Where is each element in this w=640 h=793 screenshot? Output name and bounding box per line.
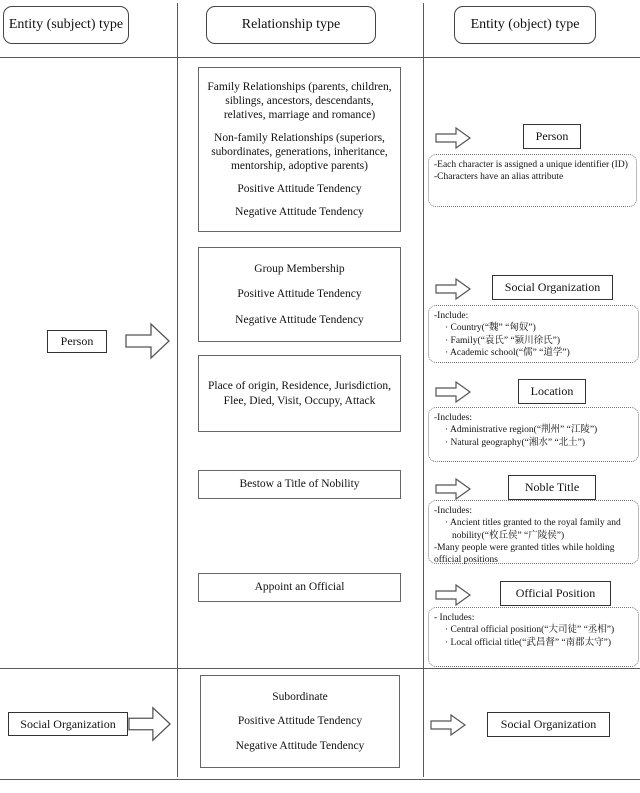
note-official-position — [428, 607, 639, 667]
object-person-label: Person — [535, 129, 569, 143]
subject-person-label: Person — [60, 334, 94, 348]
note-line: -Includes: — [434, 413, 472, 423]
note-line: · Local official title(“武昌督” “南郡太守”) — [445, 637, 612, 648]
relationship-item: Positive Attitude Tendency — [237, 288, 362, 301]
object-social-organization-label: Social Organization — [504, 280, 601, 294]
object-box-location — [518, 379, 586, 404]
header-object-type-label: Entity (object) type — [470, 17, 580, 32]
note-line: -Include: — [434, 311, 469, 321]
object-location-label: Location — [530, 384, 574, 398]
relationship-item: Appoint an Official — [254, 581, 345, 594]
note-line: · Administrative region(“荆州” “江陵”) — [445, 425, 598, 436]
header-object-type — [454, 6, 596, 44]
relationship-box-group-membership — [198, 247, 401, 342]
arrow-right-icon — [435, 127, 472, 149]
note-line: -Many people were granted titles while holding official positions — [434, 543, 615, 566]
relationship-item: Non-family Relationships (superiors, subordinates, generations, inheritance, mentorship, adoptive parents) — [211, 131, 388, 173]
note-line: · Family(“袁氏” “颍川徐氏”) — [445, 335, 561, 346]
arrow-right-icon — [435, 278, 472, 300]
relationship-item: Subordinate — [272, 690, 328, 703]
relationship-box-place-events — [198, 355, 401, 432]
arrow-right-icon — [125, 322, 171, 360]
relationship-item: Negative Attitude Tendency — [235, 313, 364, 326]
note-line: -Characters have an alias attribute — [434, 172, 564, 183]
relationship-box-family — [198, 67, 401, 232]
header-subject-type — [3, 6, 129, 44]
column-divider-right — [423, 3, 424, 777]
relationship-item: Negative Attitude Tendency — [235, 205, 364, 218]
note-line: · Academic school(“儒” “道学”) — [445, 348, 570, 359]
header-relationship-type — [206, 6, 376, 44]
header-relationship-type-label: Relationship type — [241, 17, 341, 32]
relationship-item: Bestow a Title of Nobility — [239, 478, 360, 491]
relationship-item: Negative Attitude Tendency — [235, 740, 365, 753]
note-line: · Central official position(“大司徒” “丞相”) — [445, 625, 615, 636]
note-line: · Country(“魏” “匈奴”) — [445, 323, 536, 334]
note-line: · Ancient titles granted to the royal family and nobility(“枚丘侯” “广陵侯”) — [445, 518, 621, 541]
note-location — [428, 407, 639, 462]
relationship-box-appoint-official — [198, 573, 401, 602]
note-noble-title — [428, 500, 639, 564]
section-separator-line — [0, 668, 640, 669]
relationship-item: Positive Attitude Tendency — [237, 183, 362, 195]
subject-box-person — [47, 330, 107, 353]
relationship-box-bestow-title — [198, 470, 401, 499]
header-separator-line — [0, 57, 640, 58]
relationship-item: Place of origin, Residence, Jurisdiction, Flee, Died, Visit, Occupy, Attack — [207, 380, 391, 407]
note-line: -Includes: — [434, 506, 472, 516]
object-box-person — [523, 124, 581, 149]
arrow-right-icon — [435, 584, 472, 606]
note-line: -Each character is assigned a unique identifier (ID) — [434, 160, 628, 170]
arrow-right-icon — [435, 478, 472, 500]
arrow-right-icon — [128, 705, 172, 743]
relationship-item: Family Relationships (parents, children, siblings, ancestors, descendants, relatives, marriage and romance) — [207, 80, 392, 121]
note-social-organization — [428, 305, 639, 363]
column-divider-left — [177, 3, 178, 777]
header-subject-type-label: Entity (subject) type — [8, 17, 124, 32]
arrow-right-icon — [430, 714, 467, 736]
note-line: - Includes: — [434, 613, 475, 623]
relationship-box-subordinate — [200, 675, 400, 768]
relationship-item: Group Membership — [254, 263, 345, 276]
note-person-attributes — [428, 154, 637, 207]
object-box-official-position — [500, 581, 611, 606]
arrow-right-icon — [435, 381, 472, 403]
object-social-organization-bottom-label: Social Organization — [500, 717, 597, 731]
object-official-position-label: Official Position — [515, 586, 596, 600]
object-box-noble-title — [508, 475, 596, 500]
bottom-border-line — [0, 779, 640, 780]
subject-social-organization-label: Social Organization — [20, 716, 116, 731]
object-noble-title-label: Noble Title — [524, 480, 580, 494]
subject-box-social-organization — [8, 712, 128, 736]
object-box-social-organization — [492, 275, 613, 300]
note-line: · Natural geography(“湘水” “北土”) — [445, 437, 586, 448]
relationship-item: Positive Attitude Tendency — [237, 715, 363, 728]
object-box-social-organization-bottom — [487, 712, 610, 737]
